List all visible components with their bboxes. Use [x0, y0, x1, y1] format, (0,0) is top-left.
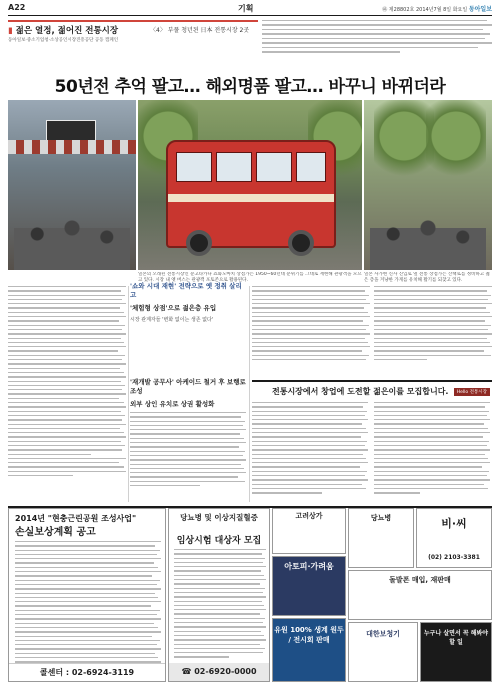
retro-bus-photo	[138, 100, 362, 270]
photo-caption-right: 일본 사가현 신사 진입로 옆 전통 상점가는 산책로를 정비하고 젊은 층을 겨냥한 가게를 유치해 활기를 되찾고 있다.	[364, 272, 490, 283]
series-marker: ▮	[8, 26, 13, 36]
page-headline: 50년전 추억 팔고… 해외명품 팔고… 바꾸니 바뀌더라	[54, 77, 446, 97]
ad-atopy	[272, 556, 346, 616]
ad-coffee-label: 유원 100% 생계 원두 / 전시회 판매	[274, 626, 344, 644]
pull-quote-line-2: '체험형 상점'으로 젊은층 유입	[130, 304, 217, 312]
ad-atopy-label: 아토피·가려움	[284, 562, 334, 571]
article-column-2	[130, 412, 246, 502]
lede-paragraph	[262, 20, 492, 64]
crowd	[370, 210, 486, 270]
paper-name: 동아일보	[468, 6, 492, 13]
section-label: 기획	[238, 4, 254, 13]
ad-phone-buyback	[348, 570, 492, 620]
ad-bc	[416, 508, 492, 568]
recruitment-body	[252, 402, 492, 502]
article-column-1	[8, 286, 126, 502]
ad-hearing-aid	[348, 622, 418, 682]
pull-quote-line-3: 시장 관계자들 '변화 없이는 생존 없다'	[130, 317, 214, 323]
column-divider	[128, 286, 129, 502]
tree	[426, 100, 486, 190]
ad-bucket-list-label: 누구나 살면서 꼭 해봐야 할 일	[423, 630, 489, 646]
ad-clinical-trial	[168, 508, 270, 682]
market-street-photo	[8, 100, 136, 270]
article-column-3	[252, 286, 370, 376]
masthead	[8, 2, 492, 16]
recruitment-notice	[252, 380, 492, 504]
ad-goryeo-label: 고려상가	[295, 512, 323, 520]
tree	[374, 100, 434, 190]
issue-date: ㉻ 제28802호 2014년7월 8일 화요일	[382, 7, 468, 13]
ad-clinical-title-2: 임상시험 대상자 모집	[176, 536, 262, 546]
series-subtitle: 〈4〉 부풀 청년된 日本 전통시장 2곳	[150, 27, 250, 34]
section-subheads	[130, 378, 246, 409]
ad-bucket-list	[420, 622, 492, 682]
recruitment-tag: Hello 전통시장	[454, 388, 490, 396]
recruitment-title: 전통시장에서 창업에 도전할 젊은이를 모집합니다.	[272, 387, 449, 396]
series-title	[8, 24, 118, 36]
ad-goryeo-shopping	[272, 508, 346, 554]
ad-phone-buyback-label: 돌발폰 매입, 재판매	[389, 576, 451, 584]
ad-compensation-title-2: 손실보상계획 공고	[15, 527, 96, 538]
ad-compensation-title-1: 2014년 "현충근린공원 조성사업"	[15, 514, 137, 523]
ad-clinical-title-1: 당뇨병 및 이상지질혈증	[180, 513, 258, 522]
article-column-4	[374, 286, 492, 376]
series-rule	[8, 20, 258, 22]
page-number: A22	[8, 3, 26, 12]
series-campaign: 동아일보·중소기업청·소상공인시장진흥공단 공동 캠페인	[8, 38, 119, 43]
ad-bc-label: 비·씨	[441, 517, 467, 530]
ad-compensation-notice	[8, 508, 166, 682]
ad-bc-phone: (02) 2103-3381	[428, 554, 480, 561]
ad-diabetes-label: 당뇨병	[370, 514, 392, 522]
series-banner	[8, 20, 492, 64]
photo-caption-left: 일본의 오래된 전통시장인 분고타카다 쇼와노마치 상점가는 1950~60년대 분위기를 그대로 재현해 관광객을 모으고 있다. 시장 내 옛 버스는 관광객 포토존으로 활용된다.	[138, 272, 362, 283]
date-line	[382, 4, 492, 13]
retro-bus	[166, 140, 336, 248]
series-title-text: 젊은 열정, 젊어진 전통시장	[15, 26, 119, 36]
column-divider	[249, 286, 250, 502]
subhead-2: 외부 상인 유치로 상권 활성화	[130, 400, 215, 408]
pull-quote	[130, 282, 246, 370]
crowd	[14, 210, 130, 270]
ad-compensation-phone: 콜센터 : 02-6924-3119	[9, 663, 165, 681]
ad-clinical-phone: ☎ 02-6920-0000	[169, 663, 269, 681]
shop-awning	[8, 140, 136, 154]
ad-coffee	[272, 618, 346, 682]
subhead-1: '재개발 공무사' 아케이드 철거 후 보행로 조성	[130, 378, 246, 395]
pull-quote-line-1: '쇼와 시대 재현' 전략으로 옛 정취 살리고	[130, 282, 242, 299]
shopping-street-photo	[364, 100, 492, 270]
ad-hearing-aid-label: 대한보청기	[366, 630, 400, 638]
ad-diabetes	[348, 508, 414, 568]
